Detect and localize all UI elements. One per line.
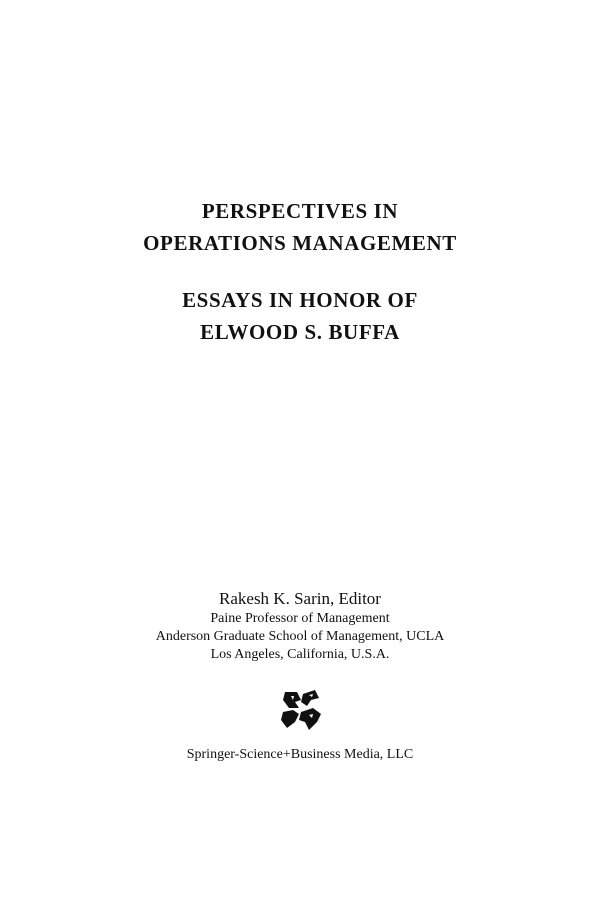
editor-location: Los Angeles, California, U.S.A.: [210, 647, 390, 662]
book-title: [0, 195, 600, 259]
editor-name: Rakesh K. Sarin, Editor: [219, 589, 381, 608]
editor-school: Anderson Graduate School of Management, UCLA: [155, 629, 445, 644]
editor-info: [0, 588, 600, 664]
book-title-line-2: OPERATIONS MANAGEMENT: [143, 231, 457, 255]
publisher-name: Springer-Science+Business Media, LLC: [186, 747, 414, 762]
book-title-line-1: PERSPECTIVES IN: [201, 199, 399, 223]
book-subtitle-line-2: ELWOOD S. BUFFA: [200, 320, 400, 344]
editor-position: Paine Professor of Management: [210, 611, 390, 626]
springer-horse-logo-icon: [279, 688, 323, 732]
book-subtitle: [0, 284, 600, 348]
book-subtitle-line-1: ESSAYS IN HONOR OF: [182, 288, 418, 312]
